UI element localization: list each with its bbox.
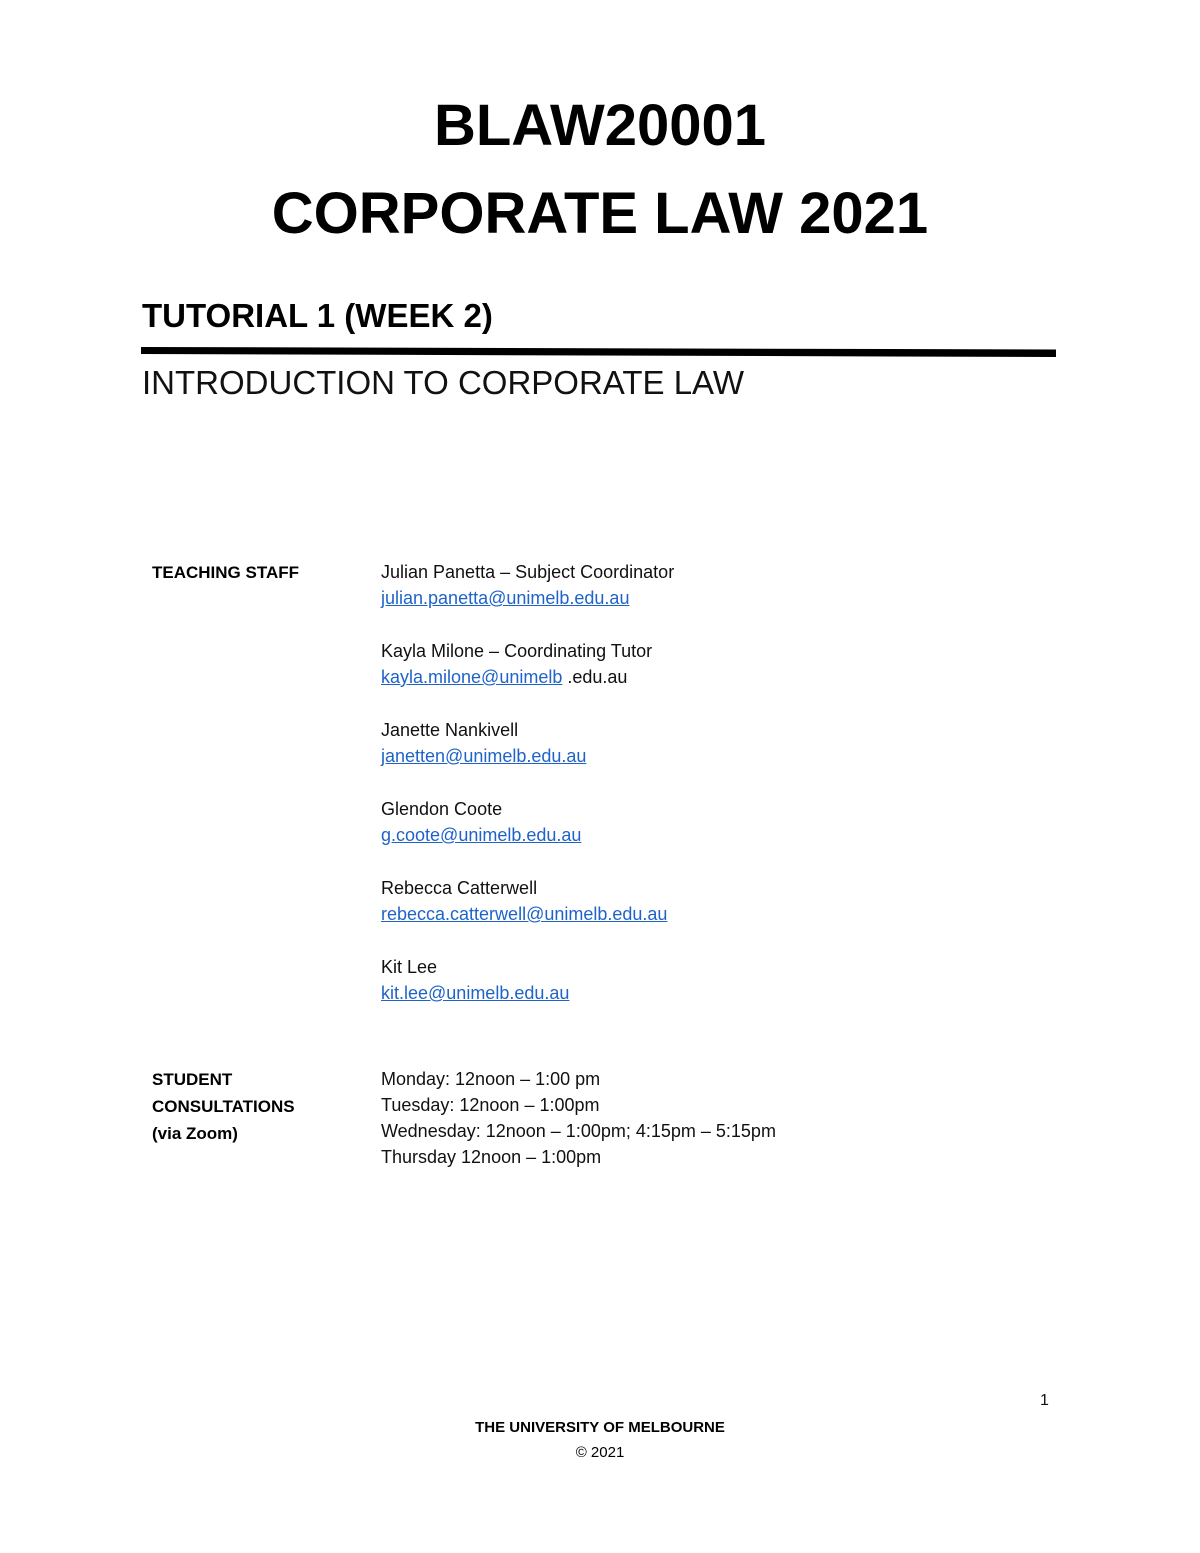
staff-name: Kit Lee — [381, 957, 438, 977]
consultation-time: Thursday 12noon – 1:00pm — [381, 1147, 602, 1167]
staff-entry — [381, 717, 1081, 796]
staff-email-line — [381, 664, 1081, 690]
staff-email-link[interactable]: janetten@unimelb.edu.au — [381, 746, 587, 766]
course-code: BLAW20001 — [433, 93, 767, 158]
staff-entry — [381, 796, 1081, 875]
consultations-label-line: (via Zoom) — [152, 1124, 238, 1143]
email-tail-text: .edu.au — [562, 667, 628, 687]
staff-email-line — [381, 901, 1081, 927]
staff-email-line — [381, 822, 1081, 848]
topic-heading: INTRODUCTION TO CORPORATE LAW — [142, 364, 744, 401]
staff-email-link[interactable]: kit.lee@unimelb.edu.au — [381, 983, 570, 1003]
staff-name: Rebecca Catterwell — [381, 878, 538, 898]
staff-entry — [381, 954, 1081, 1033]
footer-copyright: © 2021 — [575, 1444, 625, 1461]
teaching-staff-label: TEACHING STAFF — [152, 563, 300, 582]
staff-email-line — [381, 585, 1081, 611]
footer-organisation: THE UNIVERSITY OF MELBOURNE — [475, 1419, 725, 1436]
consultation-time: Wednesday: 12noon – 1:00pm; 4:15pm – 5:15pm — [381, 1121, 776, 1141]
staff-email-line — [381, 743, 1081, 769]
staff-email-link[interactable]: g.coote@unimelb.edu.au — [381, 825, 582, 845]
page-number: 1 — [1040, 1392, 1049, 1409]
consultation-times — [381, 1066, 1081, 1170]
consultations-label — [152, 1066, 352, 1147]
staff-email-line — [381, 980, 1081, 1006]
staff-email-link[interactable]: kayla.milone@unimelb — [381, 667, 563, 687]
heading-divider — [141, 347, 1056, 357]
staff-name: Glendon Coote — [381, 799, 503, 819]
staff-email-link[interactable]: julian.panetta@unimelb.edu.au — [381, 588, 630, 608]
staff-name: Julian Panetta – Subject Coordinator — [381, 562, 675, 582]
consultation-time: Monday: 12noon – 1:00 pm — [381, 1069, 601, 1089]
staff-name: Janette Nankivell — [381, 720, 519, 740]
staff-entry — [381, 875, 1081, 954]
consultations-label-line: STUDENT — [152, 1070, 233, 1089]
staff-list — [381, 559, 1081, 1033]
tutorial-heading: TUTORIAL 1 (WEEK 2) — [142, 297, 493, 334]
staff-entry — [381, 638, 1081, 717]
staff-name: Kayla Milone – Coordinating Tutor — [381, 641, 653, 661]
staff-entry — [381, 559, 1081, 638]
consultations-label-line: CONSULTATIONS — [152, 1097, 295, 1116]
course-title: CORPORATE LAW 2021 — [271, 181, 929, 246]
staff-email-link[interactable]: rebecca.catterwell@unimelb.edu.au — [381, 904, 668, 924]
consultation-time: Tuesday: 12noon – 1:00pm — [381, 1095, 600, 1115]
